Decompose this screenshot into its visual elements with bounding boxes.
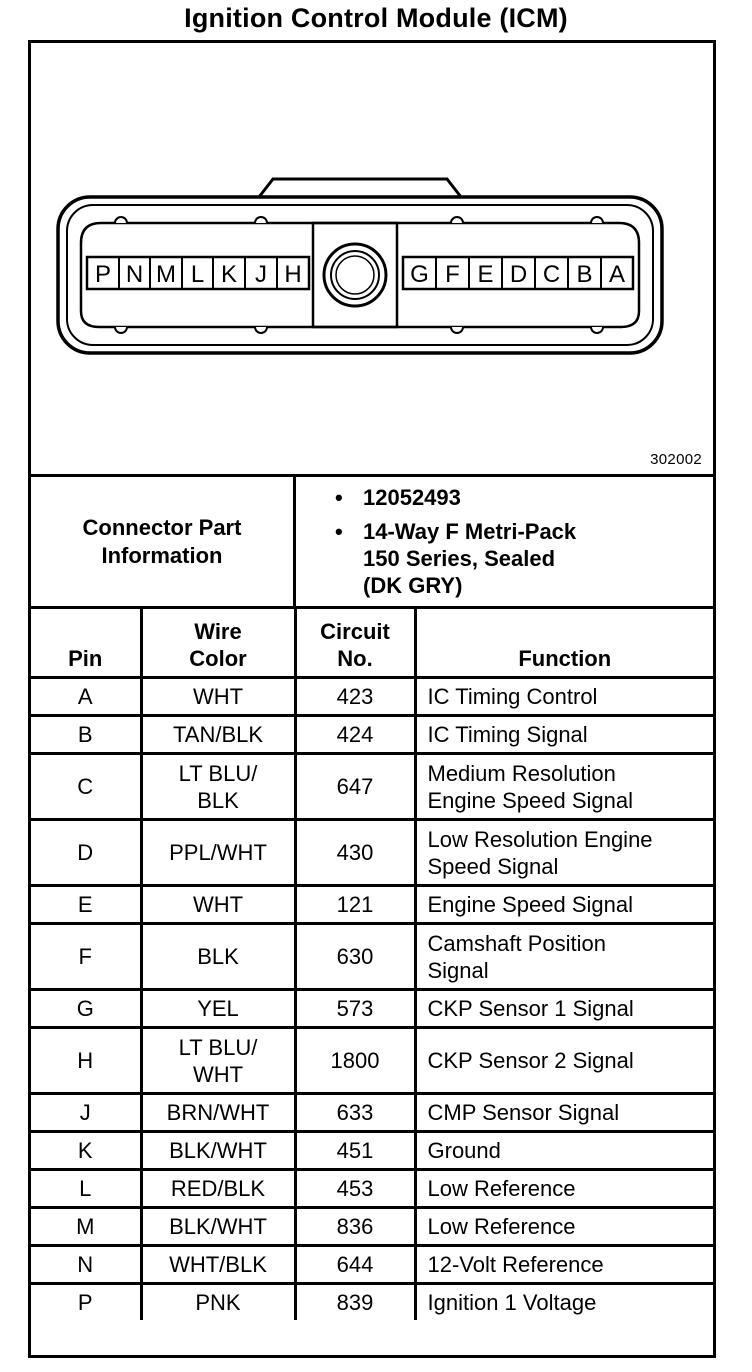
- table-row: [31, 990, 713, 1028]
- pin-label-e: E: [477, 261, 494, 288]
- cell-circuit: 424: [295, 716, 415, 754]
- list-item: [335, 518, 705, 599]
- cell-wire-color: TAN/BLK: [141, 716, 295, 754]
- cell-function: IC Timing Control: [415, 678, 713, 716]
- cell-circuit: 836: [295, 1208, 415, 1246]
- cell-wire-color: PNK: [141, 1284, 295, 1321]
- cell-function: Low Reference: [415, 1170, 713, 1208]
- pin-label-g: G: [410, 261, 429, 288]
- cell-wire-color: BLK/WHT: [141, 1208, 295, 1246]
- cell-wire-color: PPL/WHT: [141, 820, 295, 886]
- header-circuit-no: Circuit No.: [295, 609, 415, 678]
- connector-drawing: [31, 43, 713, 474]
- cell-circuit: 453: [295, 1170, 415, 1208]
- cell-pin: G: [31, 990, 141, 1028]
- pin-label-k: K: [220, 261, 238, 288]
- table-header-row: [31, 609, 713, 678]
- cell-wire-color: WHT: [141, 678, 295, 716]
- cell-pin: B: [31, 716, 141, 754]
- cell-circuit: 573: [295, 990, 415, 1028]
- cell-function: 12-Volt Reference: [415, 1246, 713, 1284]
- pin-label-a: A: [608, 261, 626, 288]
- pin-label-p: P: [94, 261, 112, 288]
- cell-pin: H: [31, 1028, 141, 1094]
- cell-circuit: 839: [295, 1284, 415, 1321]
- connector-part-label-line1: Connector Part: [82, 515, 242, 540]
- cell-wire-color: BLK: [141, 924, 295, 990]
- cell-circuit: 647: [295, 754, 415, 820]
- cell-circuit: 423: [295, 678, 415, 716]
- cell-circuit: 451: [295, 1132, 415, 1170]
- header-wire-color: Wire Color: [141, 609, 295, 678]
- table-row: [31, 678, 713, 716]
- table-row: [31, 1208, 713, 1246]
- cell-wire-color: LT BLU/ WHT: [141, 1028, 295, 1094]
- pin-label-h: H: [284, 261, 302, 288]
- cell-circuit: 630: [295, 924, 415, 990]
- cell-circuit: 644: [295, 1246, 415, 1284]
- bullet: •: [335, 519, 343, 544]
- cell-wire-color: WHT/BLK: [141, 1246, 295, 1284]
- cell-function: CMP Sensor Signal: [415, 1094, 713, 1132]
- cell-function: Ignition 1 Voltage: [415, 1284, 713, 1321]
- table-row: [31, 1246, 713, 1284]
- table-row: [31, 1170, 713, 1208]
- cell-wire-color: LT BLU/ BLK: [141, 754, 295, 820]
- cell-pin: M: [31, 1208, 141, 1246]
- cell-wire-color: BLK/WHT: [141, 1132, 295, 1170]
- pin-label-f: F: [445, 261, 460, 288]
- cell-circuit: 633: [295, 1094, 415, 1132]
- cell-pin: K: [31, 1132, 141, 1170]
- table-row: [31, 820, 713, 886]
- pin-label-b: B: [576, 261, 593, 288]
- figure-number: 302002: [650, 451, 702, 468]
- table-row: [31, 886, 713, 924]
- pin-table: [31, 609, 713, 1320]
- table-row: [31, 754, 713, 820]
- connector-type-line2: 150 Series, Sealed: [363, 546, 556, 571]
- cell-function: Engine Speed Signal: [415, 886, 713, 924]
- cell-wire-color: RED/BLK: [141, 1170, 295, 1208]
- bullet: •: [335, 485, 343, 510]
- cell-wire-color: WHT: [141, 886, 295, 924]
- connector-type-line1: 14-Way F Metri-Pack: [363, 519, 577, 544]
- cell-pin: J: [31, 1094, 141, 1132]
- cell-pin: D: [31, 820, 141, 886]
- pin-label-d: D: [509, 261, 528, 288]
- cell-circuit: 121: [295, 886, 415, 924]
- cell-pin: C: [31, 754, 141, 820]
- pin-label-c: C: [542, 261, 561, 288]
- cell-function: IC Timing Signal: [415, 716, 713, 754]
- connector-type-line3: (DK GRY): [363, 573, 463, 598]
- cell-pin: F: [31, 924, 141, 990]
- cell-pin: E: [31, 886, 141, 924]
- part-number: 12052493: [363, 485, 461, 510]
- table-row: [31, 1132, 713, 1170]
- cell-function: Low Resolution Engine Speed Signal: [415, 820, 713, 886]
- table-row: [31, 1284, 713, 1321]
- cell-pin: P: [31, 1284, 141, 1321]
- cell-function: CKP Sensor 1 Signal: [415, 990, 713, 1028]
- pin-label-l: L: [190, 261, 205, 288]
- page-title: Ignition Control Module (ICM): [184, 3, 568, 33]
- table-row: [31, 1094, 713, 1132]
- table-row: [31, 924, 713, 990]
- cell-function: Medium Resolution Engine Speed Signal: [415, 754, 713, 820]
- header-pin: Pin: [31, 609, 141, 678]
- pin-label-m: M: [156, 261, 176, 288]
- cell-wire-color: YEL: [141, 990, 295, 1028]
- cell-pin: A: [31, 678, 141, 716]
- connector-part-info: [335, 484, 705, 606]
- header-function: Function: [415, 609, 713, 678]
- cell-circuit: 430: [295, 820, 415, 886]
- cell-function: Camshaft Position Signal: [415, 924, 713, 990]
- pin-label-n: N: [125, 261, 144, 288]
- cell-function: Ground: [415, 1132, 713, 1170]
- cell-wire-color: BRN/WHT: [141, 1094, 295, 1132]
- table-row: [31, 1028, 713, 1094]
- table-row: [31, 716, 713, 754]
- connector-diagram: [31, 43, 713, 474]
- list-item: [335, 484, 705, 511]
- connector-part-label: [31, 477, 293, 607]
- divider: [293, 477, 296, 609]
- cell-function: Low Reference: [415, 1208, 713, 1246]
- connector-part-label-line2: Information: [101, 543, 223, 568]
- cell-function: CKP Sensor 2 Signal: [415, 1028, 713, 1094]
- cell-pin: N: [31, 1246, 141, 1284]
- cell-pin: L: [31, 1170, 141, 1208]
- cell-circuit: 1800: [295, 1028, 415, 1094]
- pin-label-j: J: [255, 261, 267, 288]
